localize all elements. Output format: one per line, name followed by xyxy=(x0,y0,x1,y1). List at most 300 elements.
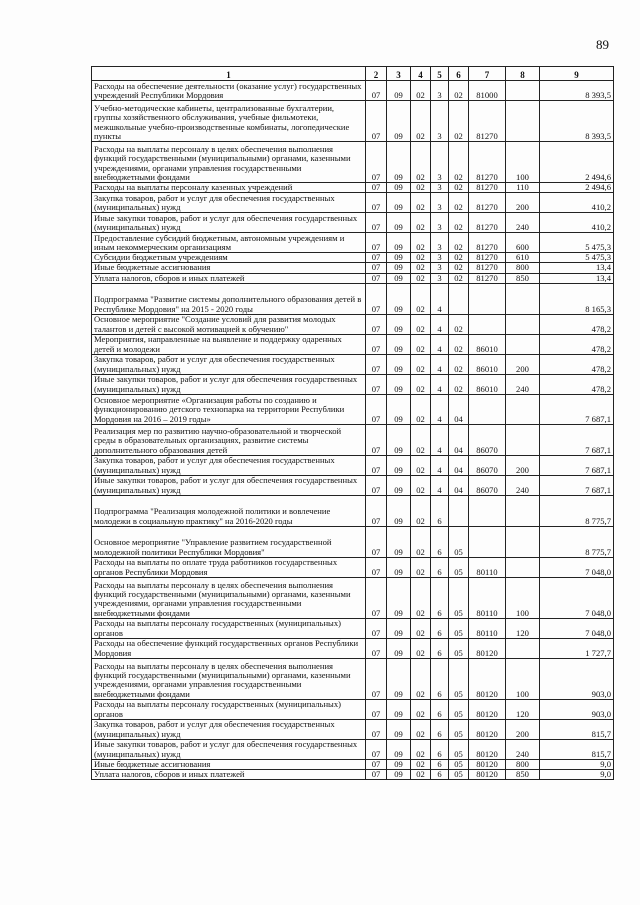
code-cell: 6 xyxy=(431,638,449,658)
row-name-cell: Учебно-методические кабинеты, централизованные бухгалтерии, группы хозяйственного обслуживания, учебные фильмотеки, межшкольные учебно-производственные комбинаты, логопедические пункты xyxy=(92,101,366,142)
table-row xyxy=(92,314,614,334)
table-row xyxy=(92,101,614,142)
amount-cell: 478,2 xyxy=(540,334,614,354)
table-row xyxy=(92,719,614,739)
amount-cell: 7 687,1 xyxy=(540,455,614,475)
code-cell: 07 xyxy=(366,424,387,455)
code-cell: 80120 xyxy=(469,739,506,759)
code-cell: 02 xyxy=(411,101,431,142)
table-row xyxy=(92,770,614,780)
code-cell: 05 xyxy=(449,638,469,658)
code-cell: 240 xyxy=(506,475,540,495)
table-row xyxy=(92,638,614,658)
table-row xyxy=(92,618,614,638)
code-cell: 02 xyxy=(449,263,469,273)
amount-cell: 903,0 xyxy=(540,658,614,699)
code-cell: 80120 xyxy=(469,638,506,658)
code-cell: 07 xyxy=(366,354,387,374)
code-cell: 04 xyxy=(449,424,469,455)
table-row xyxy=(92,233,614,253)
amount-cell: 8 165,3 xyxy=(540,283,614,314)
amount-cell: 7 048,0 xyxy=(540,618,614,638)
code-cell: 09 xyxy=(387,374,411,394)
code-cell: 81270 xyxy=(469,273,506,283)
code-cell: 80110 xyxy=(469,557,506,577)
code-cell xyxy=(469,526,506,557)
row-name-cell: Основное мероприятие "Управление развитием государственной молодежной политики Республики Мордовия" xyxy=(92,526,366,557)
code-cell: 07 xyxy=(366,273,387,283)
amount-cell: 7 687,1 xyxy=(540,394,614,424)
amount-cell: 8 393,5 xyxy=(540,81,614,101)
code-cell: 3 xyxy=(431,253,449,263)
code-cell: 100 xyxy=(506,658,540,699)
code-cell: 02 xyxy=(411,424,431,455)
amount-cell: 7 687,1 xyxy=(540,475,614,495)
amount-cell: 1 727,7 xyxy=(540,638,614,658)
table-row xyxy=(92,557,614,577)
code-cell: 09 xyxy=(387,770,411,780)
code-cell: 07 xyxy=(366,577,387,618)
amount-cell: 7 048,0 xyxy=(540,577,614,618)
code-cell: 02 xyxy=(449,193,469,213)
code-cell: 02 xyxy=(411,334,431,354)
code-cell: 07 xyxy=(366,101,387,142)
code-cell: 200 xyxy=(506,193,540,213)
code-cell: 09 xyxy=(387,455,411,475)
code-cell: 6 xyxy=(431,739,449,759)
table-row xyxy=(92,142,614,183)
code-cell: 07 xyxy=(366,142,387,183)
code-cell: 02 xyxy=(449,314,469,334)
code-cell: 02 xyxy=(411,638,431,658)
code-cell: 80110 xyxy=(469,618,506,638)
amount-cell: 2 494,6 xyxy=(540,183,614,193)
code-cell: 02 xyxy=(411,658,431,699)
code-cell: 09 xyxy=(387,334,411,354)
row-name-cell: Иные закупки товаров, работ и услуг для обеспечения государственных (муниципальных) нужд xyxy=(92,374,366,394)
code-cell: 05 xyxy=(449,526,469,557)
amount-cell: 8 775,7 xyxy=(540,495,614,526)
row-name-cell: Расходы на выплаты персоналу казенных учреждений xyxy=(92,183,366,193)
code-cell: 6 xyxy=(431,719,449,739)
row-name-cell: Мероприятия, направленные на выявление и поддержку одаренных детей и молодежи xyxy=(92,334,366,354)
code-cell: 3 xyxy=(431,142,449,183)
code-cell: 09 xyxy=(387,638,411,658)
row-name-cell: Закупка товаров, работ и услуг для обеспечения государственных (муниципальных) нужд xyxy=(92,354,366,374)
code-cell: 86070 xyxy=(469,424,506,455)
code-cell: 3 xyxy=(431,263,449,273)
code-cell: 02 xyxy=(411,557,431,577)
amount-cell: 478,2 xyxy=(540,374,614,394)
table-row xyxy=(92,699,614,719)
code-cell: 120 xyxy=(506,699,540,719)
row-name-cell: Основное мероприятие «Организация работы по созданию и функционированию детского технопарка на территории Республики Мордовия на 2016 – 2019 годы» xyxy=(92,394,366,424)
column-header: 7 xyxy=(469,67,506,81)
code-cell: 09 xyxy=(387,699,411,719)
code-cell: 3 xyxy=(431,233,449,253)
table-row xyxy=(92,253,614,263)
table-row xyxy=(92,739,614,759)
code-cell: 07 xyxy=(366,455,387,475)
row-name-cell: Расходы на выплаты по оплате труда работников государственных органов Республики Мордовия xyxy=(92,557,366,577)
code-cell: 07 xyxy=(366,233,387,253)
code-cell: 02 xyxy=(411,455,431,475)
code-cell: 09 xyxy=(387,263,411,273)
code-cell: 07 xyxy=(366,475,387,495)
code-cell: 02 xyxy=(411,394,431,424)
code-cell: 4 xyxy=(431,334,449,354)
code-cell: 240 xyxy=(506,213,540,233)
code-cell: 09 xyxy=(387,81,411,101)
code-cell: 100 xyxy=(506,577,540,618)
budget-table xyxy=(91,66,614,780)
table-row xyxy=(92,374,614,394)
row-name-cell: Расходы на обеспечение деятельности (оказание услуг) государственных учреждений Республики Мордовия xyxy=(92,81,366,101)
code-cell: 07 xyxy=(366,557,387,577)
code-cell: 200 xyxy=(506,719,540,739)
table-row xyxy=(92,394,614,424)
code-cell xyxy=(469,495,506,526)
code-cell: 81270 xyxy=(469,233,506,253)
code-cell: 81270 xyxy=(469,183,506,193)
code-cell: 07 xyxy=(366,770,387,780)
code-cell: 4 xyxy=(431,394,449,424)
code-cell: 02 xyxy=(411,618,431,638)
table-row xyxy=(92,424,614,455)
code-cell: 07 xyxy=(366,374,387,394)
row-name-cell: Подпрограмма "Реализация молодежной политики и вовлечение молодежи в социальную практику" на 2016-2020 годы xyxy=(92,495,366,526)
code-cell: 4 xyxy=(431,455,449,475)
code-cell: 05 xyxy=(449,658,469,699)
code-cell: 09 xyxy=(387,253,411,263)
code-cell: 02 xyxy=(411,495,431,526)
code-cell: 800 xyxy=(506,263,540,273)
code-cell: 6 xyxy=(431,699,449,719)
code-cell xyxy=(506,424,540,455)
code-cell: 4 xyxy=(431,314,449,334)
code-cell: 09 xyxy=(387,354,411,374)
code-cell: 86010 xyxy=(469,354,506,374)
column-header: 4 xyxy=(411,67,431,81)
code-cell: 09 xyxy=(387,759,411,769)
code-cell: 80120 xyxy=(469,719,506,739)
code-cell: 110 xyxy=(506,183,540,193)
code-cell xyxy=(506,495,540,526)
code-cell: 07 xyxy=(366,638,387,658)
code-cell: 02 xyxy=(411,699,431,719)
code-cell: 05 xyxy=(449,699,469,719)
code-cell: 07 xyxy=(366,183,387,193)
code-cell: 09 xyxy=(387,213,411,233)
code-cell: 09 xyxy=(387,142,411,183)
code-cell: 02 xyxy=(449,354,469,374)
page-number: 89 xyxy=(596,37,609,52)
row-name-cell: Закупка товаров, работ и услуг для обеспечения государственных (муниципальных) нужд xyxy=(92,455,366,475)
code-cell: 200 xyxy=(506,455,540,475)
code-cell: 09 xyxy=(387,577,411,618)
code-cell: 09 xyxy=(387,101,411,142)
code-cell: 02 xyxy=(449,183,469,193)
column-header: 9 xyxy=(540,67,614,81)
table-row xyxy=(92,354,614,374)
row-name-cell: Предоставление субсидий бюджетным, автономным учреждениям и иным некоммерческим организациям xyxy=(92,233,366,253)
amount-cell: 8 393,5 xyxy=(540,101,614,142)
code-cell: 02 xyxy=(449,273,469,283)
table-row xyxy=(92,495,614,526)
row-name-cell: Иные закупки товаров, работ и услуг для обеспечения государственных (муниципальных) нужд xyxy=(92,213,366,233)
code-cell: 02 xyxy=(411,273,431,283)
row-name-cell: Закупка товаров, работ и услуг для обеспечения государственных (муниципальных) нужд xyxy=(92,193,366,213)
code-cell: 05 xyxy=(449,770,469,780)
code-cell: 6 xyxy=(431,658,449,699)
code-cell: 07 xyxy=(366,334,387,354)
code-cell: 120 xyxy=(506,618,540,638)
code-cell: 6 xyxy=(431,557,449,577)
row-name-cell: Расходы на выплаты персоналу государственных (муниципальных) органов xyxy=(92,699,366,719)
code-cell: 05 xyxy=(449,759,469,769)
code-cell: 6 xyxy=(431,759,449,769)
code-cell: 850 xyxy=(506,770,540,780)
code-cell: 05 xyxy=(449,739,469,759)
code-cell: 07 xyxy=(366,283,387,314)
code-cell: 6 xyxy=(431,495,449,526)
code-cell: 09 xyxy=(387,273,411,283)
code-cell: 02 xyxy=(449,101,469,142)
code-cell: 05 xyxy=(449,577,469,618)
code-cell: 02 xyxy=(411,739,431,759)
amount-cell: 13,4 xyxy=(540,263,614,273)
code-cell: 02 xyxy=(449,334,469,354)
code-cell xyxy=(506,526,540,557)
code-cell: 800 xyxy=(506,759,540,769)
code-cell: 07 xyxy=(366,526,387,557)
code-cell: 09 xyxy=(387,495,411,526)
code-cell: 610 xyxy=(506,253,540,263)
code-cell: 02 xyxy=(411,314,431,334)
code-cell: 81270 xyxy=(469,193,506,213)
code-cell: 05 xyxy=(449,719,469,739)
code-cell: 4 xyxy=(431,374,449,394)
code-cell: 09 xyxy=(387,658,411,699)
code-cell xyxy=(506,283,540,314)
row-name-cell: Расходы на выплаты персоналу в целях обеспечения выполнения функций государственными (муниципальными) органами, казенными учреждениями, органами управления государственными внебюджетными фондами xyxy=(92,142,366,183)
table-row xyxy=(92,759,614,769)
code-cell: 6 xyxy=(431,618,449,638)
code-cell: 81270 xyxy=(469,253,506,263)
amount-cell: 478,2 xyxy=(540,314,614,334)
code-cell: 240 xyxy=(506,739,540,759)
code-cell: 07 xyxy=(366,253,387,263)
code-cell: 05 xyxy=(449,557,469,577)
row-name-cell: Реализация мер по развитию научно-образовательной и творческой среды в образовательных организациях, развитие системы дополнительного образования детей xyxy=(92,424,366,455)
row-name-cell: Иные закупки товаров, работ и услуг для обеспечения государственных (муниципальных) нужд xyxy=(92,739,366,759)
code-cell: 09 xyxy=(387,475,411,495)
code-cell xyxy=(506,394,540,424)
code-cell: 02 xyxy=(411,263,431,273)
code-cell: 07 xyxy=(366,263,387,273)
code-cell xyxy=(506,101,540,142)
code-cell: 09 xyxy=(387,394,411,424)
code-cell: 86010 xyxy=(469,374,506,394)
code-cell: 09 xyxy=(387,618,411,638)
code-cell: 86070 xyxy=(469,455,506,475)
code-cell xyxy=(449,283,469,314)
table-row xyxy=(92,475,614,495)
row-name-cell: Уплата налогов, сборов и иных платежей xyxy=(92,770,366,780)
code-cell: 04 xyxy=(449,394,469,424)
amount-cell: 13,4 xyxy=(540,273,614,283)
amount-cell: 7 687,1 xyxy=(540,424,614,455)
table-row xyxy=(92,283,614,314)
code-cell: 07 xyxy=(366,314,387,334)
code-cell: 3 xyxy=(431,183,449,193)
table-row xyxy=(92,193,614,213)
code-cell: 07 xyxy=(366,193,387,213)
code-cell: 05 xyxy=(449,618,469,638)
column-header: 5 xyxy=(431,67,449,81)
code-cell: 04 xyxy=(449,455,469,475)
row-name-cell: Основное мероприятие "Создание условий для развития молодых талантов и детей с высокой мотивацией к обучению" xyxy=(92,314,366,334)
code-cell: 02 xyxy=(411,213,431,233)
amount-cell: 903,0 xyxy=(540,699,614,719)
code-cell xyxy=(506,557,540,577)
code-cell: 09 xyxy=(387,424,411,455)
table-row xyxy=(92,455,614,475)
amount-cell: 815,7 xyxy=(540,719,614,739)
code-cell: 200 xyxy=(506,354,540,374)
code-cell: 81270 xyxy=(469,263,506,273)
row-name-cell: Расходы на выплаты персоналу государственных (муниципальных) органов xyxy=(92,618,366,638)
code-cell: 600 xyxy=(506,233,540,253)
table-body xyxy=(92,81,614,780)
code-cell xyxy=(469,394,506,424)
code-cell: 3 xyxy=(431,193,449,213)
code-cell: 02 xyxy=(449,374,469,394)
row-name-cell: Расходы на выплаты персоналу в целях обеспечения выполнения функций государственными (муниципальными) органами, казенными учреждениями, органами управления государственными внебюджетными фондами xyxy=(92,577,366,618)
amount-cell: 5 475,3 xyxy=(540,253,614,263)
code-cell: 07 xyxy=(366,699,387,719)
code-cell: 02 xyxy=(411,719,431,739)
code-cell: 07 xyxy=(366,658,387,699)
code-cell: 07 xyxy=(366,618,387,638)
table-row xyxy=(92,81,614,101)
code-cell: 80120 xyxy=(469,658,506,699)
code-cell: 09 xyxy=(387,183,411,193)
code-cell: 80110 xyxy=(469,577,506,618)
table-row xyxy=(92,213,614,233)
code-cell: 240 xyxy=(506,374,540,394)
column-header: 3 xyxy=(387,67,411,81)
code-cell: 02 xyxy=(411,193,431,213)
code-cell: 02 xyxy=(411,81,431,101)
code-cell xyxy=(506,314,540,334)
row-name-cell: Подпрограмма "Развитие системы дополнительного образования детей в Республике Мордовия" на 2015 - 2020 годы xyxy=(92,283,366,314)
code-cell: 09 xyxy=(387,739,411,759)
code-cell: 81270 xyxy=(469,101,506,142)
code-cell: 02 xyxy=(411,374,431,394)
amount-cell: 478,2 xyxy=(540,354,614,374)
code-cell: 02 xyxy=(411,759,431,769)
code-cell: 6 xyxy=(431,770,449,780)
code-cell: 07 xyxy=(366,495,387,526)
row-name-cell: Субсидии бюджетным учреждениям xyxy=(92,253,366,263)
code-cell: 3 xyxy=(431,81,449,101)
code-cell: 02 xyxy=(411,770,431,780)
code-cell: 4 xyxy=(431,475,449,495)
code-cell: 86010 xyxy=(469,334,506,354)
code-cell: 02 xyxy=(411,183,431,193)
amount-cell: 815,7 xyxy=(540,739,614,759)
code-cell xyxy=(506,638,540,658)
code-cell: 09 xyxy=(387,193,411,213)
code-cell: 3 xyxy=(431,273,449,283)
code-cell: 09 xyxy=(387,283,411,314)
code-cell: 02 xyxy=(449,213,469,233)
code-cell: 80120 xyxy=(469,770,506,780)
code-cell: 850 xyxy=(506,273,540,283)
code-cell: 02 xyxy=(449,81,469,101)
code-cell: 100 xyxy=(506,142,540,183)
row-name-cell: Расходы на обеспечение функций государственных органов Республики Мордовия xyxy=(92,638,366,658)
code-cell: 6 xyxy=(431,577,449,618)
code-cell: 02 xyxy=(411,354,431,374)
row-name-cell: Иные бюджетные ассигнования xyxy=(92,759,366,769)
table-row xyxy=(92,273,614,283)
code-cell: 09 xyxy=(387,314,411,334)
code-cell xyxy=(449,495,469,526)
code-cell: 02 xyxy=(411,253,431,263)
column-header: 8 xyxy=(506,67,540,81)
row-name-cell: Иные закупки товаров, работ и услуг для обеспечения государственных (муниципальных) нужд xyxy=(92,475,366,495)
amount-cell: 9,0 xyxy=(540,770,614,780)
code-cell: 80120 xyxy=(469,699,506,719)
code-cell: 02 xyxy=(411,233,431,253)
code-cell: 81270 xyxy=(469,213,506,233)
code-cell: 02 xyxy=(449,233,469,253)
code-cell: 07 xyxy=(366,394,387,424)
code-cell: 4 xyxy=(431,354,449,374)
table-header-row xyxy=(92,67,614,81)
code-cell: 04 xyxy=(449,475,469,495)
table-row xyxy=(92,577,614,618)
amount-cell: 8 775,7 xyxy=(540,526,614,557)
row-name-cell: Закупка товаров, работ и услуг для обеспечения государственных (муниципальных) нужд xyxy=(92,719,366,739)
amount-cell: 2 494,6 xyxy=(540,142,614,183)
code-cell: 81000 xyxy=(469,81,506,101)
column-header: 1 xyxy=(92,67,366,81)
table-row xyxy=(92,263,614,273)
code-cell: 4 xyxy=(431,283,449,314)
code-cell: 02 xyxy=(411,475,431,495)
code-cell: 09 xyxy=(387,557,411,577)
code-cell xyxy=(506,81,540,101)
code-cell: 86070 xyxy=(469,475,506,495)
code-cell: 80120 xyxy=(469,759,506,769)
code-cell: 02 xyxy=(411,577,431,618)
code-cell: 02 xyxy=(411,283,431,314)
code-cell: 07 xyxy=(366,213,387,233)
code-cell: 02 xyxy=(449,253,469,263)
amount-cell: 9,0 xyxy=(540,759,614,769)
code-cell: 02 xyxy=(411,142,431,183)
code-cell: 09 xyxy=(387,233,411,253)
code-cell: 81270 xyxy=(469,142,506,183)
code-cell: 02 xyxy=(449,142,469,183)
code-cell: 6 xyxy=(431,526,449,557)
code-cell: 07 xyxy=(366,739,387,759)
code-cell: 07 xyxy=(366,81,387,101)
column-header: 2 xyxy=(366,67,387,81)
